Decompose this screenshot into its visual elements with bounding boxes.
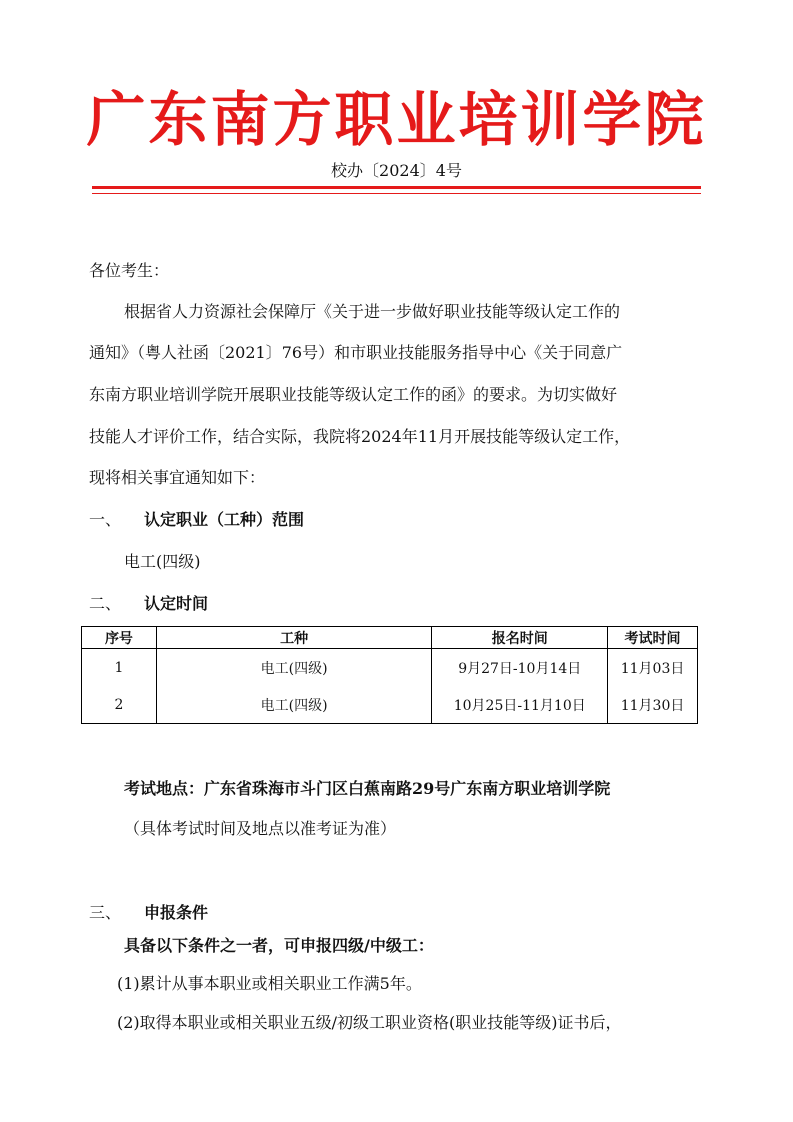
table-cell: 11月30日	[608, 686, 698, 724]
exam-location: 考试地点：广东省珠海市斗门区白蕉南路29号广东南方职业培训学院	[124, 779, 611, 798]
section-3-title: 申报条件	[144, 903, 209, 922]
red-header-rule-thin	[92, 193, 701, 194]
table-cell: 11月03日	[608, 649, 698, 687]
table-cell: 电工(四级)	[156, 649, 432, 687]
table-cell: 1	[82, 649, 157, 687]
table-cell: 9月27日-10月14日	[432, 649, 608, 687]
column-header: 考试时间	[608, 627, 698, 649]
intro-line: 通知》（粤人社函〔2021〕76号）和市职业技能服务指导中心《关于同意广	[89, 343, 623, 362]
table-cell: 2	[82, 686, 157, 724]
red-header-rule-thick	[92, 186, 701, 189]
document-number: 校办〔2024〕4号	[331, 161, 462, 180]
table-header-row	[82, 627, 698, 649]
intro-line: 东南方职业培训学院开展职业技能等级认定工作的函》的要求。为切实做好	[89, 385, 618, 404]
column-header: 报名时间	[432, 627, 608, 649]
table-cell: 10月25日-11月10日	[432, 686, 608, 724]
exam-note: （具体考试时间及地点以准考证为准）	[124, 819, 397, 838]
section-3-lead: 具备以下条件之一者，可申报四级/中级工：	[124, 936, 434, 955]
condition-item: (2)取得本职业或相关职业五级/初级工职业资格(职业技能等级)证书后，	[117, 1013, 622, 1032]
condition-item: (1)累计从事本职业或相关职业工作满5年。	[117, 974, 422, 993]
intro-line: 技能人才评价工作，结合实际，我院将2024年11月开展技能等级认定工作，	[89, 427, 631, 446]
intro-line: 根据省人力资源社会保障厅《关于进一步做好职业技能等级认定工作的	[124, 302, 621, 321]
table-row	[82, 649, 698, 687]
section-1-title: 认定职业（工种）范围	[144, 510, 305, 529]
section-2-number: 二、	[89, 594, 122, 613]
section-1-content: 电工(四级)	[124, 552, 201, 571]
column-header: 工种	[156, 627, 432, 649]
table-cell: 电工(四级)	[156, 686, 432, 724]
section-1-number: 一、	[89, 510, 122, 529]
intro-line: 现将相关事宜通知如下：	[89, 468, 266, 487]
section-3-number: 三、	[89, 903, 122, 922]
table-row	[82, 686, 698, 724]
org-title: 广东南方职业培训学院	[86, 85, 707, 154]
schedule-table	[81, 626, 698, 724]
salutation: 各位考生：	[89, 261, 170, 280]
section-2-title: 认定时间	[144, 594, 209, 613]
column-header: 序号	[82, 627, 157, 649]
